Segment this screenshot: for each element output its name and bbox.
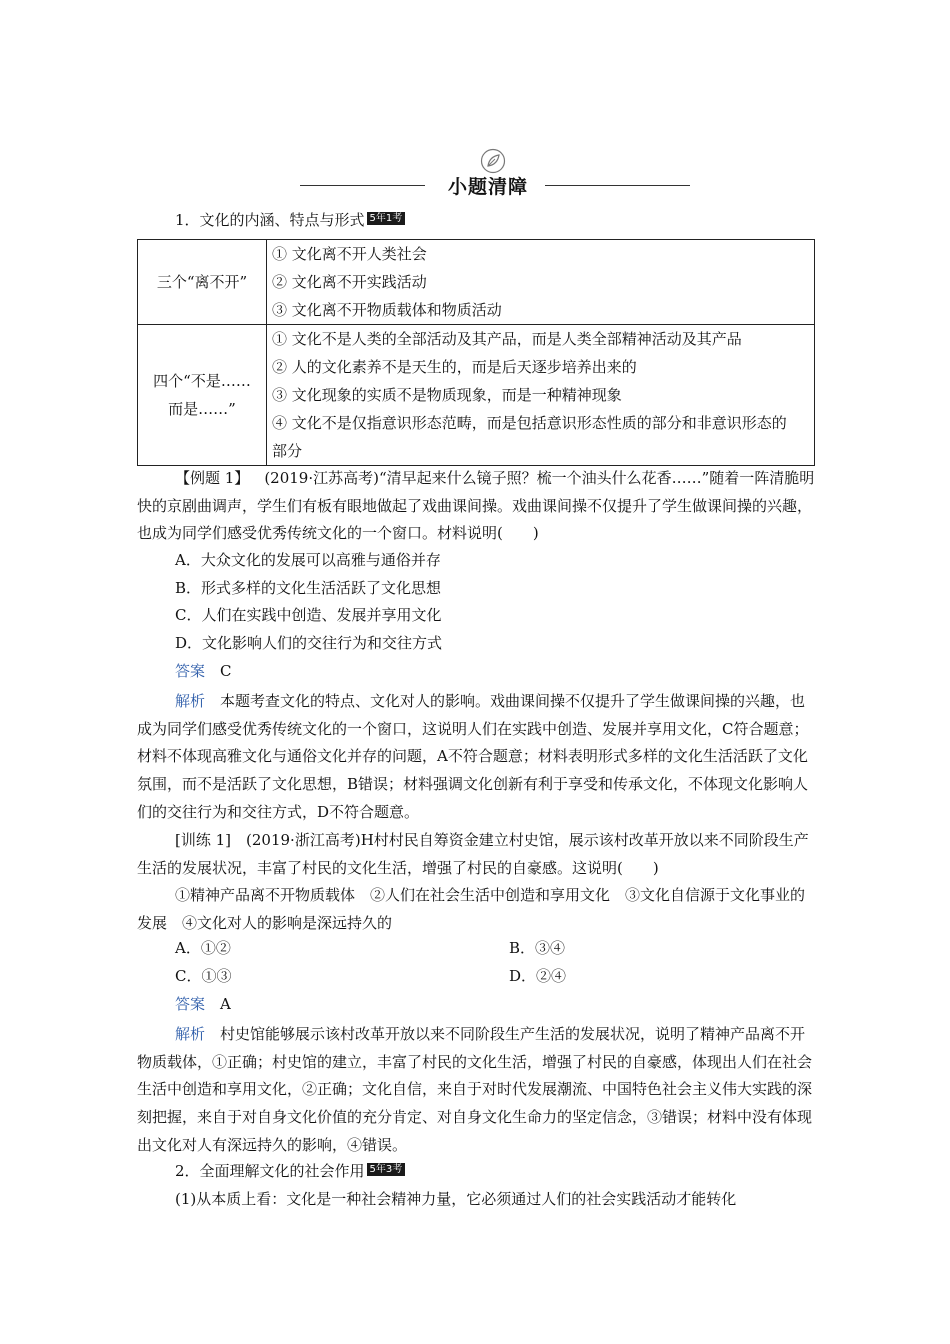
answer-value: A: [220, 995, 231, 1013]
analysis-paragraph: 解析 本题考查文化的特点、文化对人的影响。戏曲课间操不仅提升了学生做课间操的兴趣，也成为同学们感受优秀传统文化的一个窗口，这说明人们在实践中创造、发展并享用文化，C符合题意；材料不体现高雅文化与通俗文化并存的问题，A不符合题意；材料表明形式多样的文化生活活跃了文化氛围，而不是活跃了文化思想，B错误；材料强调文化创新有利于享受和传承文化，不体现文化影响人们的交往行为和交往方式，D不符合题意。: [137, 692, 809, 821]
example1-stem: 【例题 1】 (2019·江苏高考)“清早起来什么镜子照？梳一个油头什么花香……”随着一阵清脆明快的京剧曲调声，学生们有板有眼地做起了戏曲课间操。戏曲课间操不仅提升了学生做课间操的兴趣，也成为同学们感受优秀传统文化的一个窗口。材料说明( ): [137, 469, 815, 542]
training1-stem: [训练 1] (2019·浙江高考)H村村民自筹资金建立村史馆，展示该村改革开放以来不同阶段生产生活的发展状况，丰富了村民的文化生活，增强了村民的自豪感。这说明( ): [137, 831, 809, 877]
option-b: B．形式多样的文化生活活跃了文化思想: [175, 579, 442, 597]
banner-rule-right: [545, 185, 690, 186]
row-label: 三个“离不开”: [138, 240, 267, 325]
training-source: (2019·浙江高考): [246, 831, 361, 849]
training1-statements: ①精神产品离不开物质载体 ②人们在社会生活中创造和享用文化 ③文化自信源于文化事业的发展 ④文化对人的影响是深远持久的: [137, 886, 806, 932]
section-banner: [300, 148, 690, 198]
option-c: C．①③: [175, 967, 232, 985]
knowledge-table: [137, 239, 815, 466]
section-title: 小题清障: [448, 176, 529, 198]
list-item: ① 文化离不开人类社会: [272, 245, 427, 263]
analysis-paragraph: 解析 村史馆能够展示该村改革开放以来不同阶段生产生活的发展状况，说明了精神产品离不开物质载体，①正确；村史馆的建立，丰富了村民的文化生活，增强了村民的自豪感，体现出人们在社会生活中创造和享用文化，②正确；文化自信，来自于对时代发展潮流、中国特色社会主义伟大实践的深刻把握，来自于对自身文化价值的充分肯定、对自身文化生命力的坚定信念，③错误；材料中没有体现出文化对人有深远持久的影响，④错误。: [137, 1025, 813, 1154]
option-d: D．②④: [509, 967, 567, 985]
banner-rule-left: [300, 185, 425, 186]
option-a: A．①②: [175, 939, 231, 957]
frequency-badge: 5年3考: [367, 1163, 406, 1176]
answer-line: [175, 994, 231, 1014]
option-a: A．大众文化的发展可以高雅与通俗并存: [175, 551, 441, 569]
list-item: ② 文化离不开实践活动: [272, 273, 427, 291]
frequency-badge: 5年1考: [367, 212, 406, 225]
leaf-icon: [480, 148, 506, 174]
answer-value: C: [220, 662, 232, 680]
row-content: [267, 325, 815, 466]
answer-label: 答案: [175, 662, 206, 680]
topic1-title: 1．文化的内涵、特点与形式: [175, 211, 365, 229]
topic2-title: 2．全面理解文化的社会作用: [175, 1162, 365, 1180]
row-content: [267, 240, 815, 325]
list-item: ④ 文化不是仅指意识形态范畴，而是包括意识形态性质的部分和非意识形态的部分: [272, 414, 787, 460]
topic2-heading: [175, 1161, 405, 1181]
analysis-label: 解析: [175, 692, 206, 710]
table-row: [138, 240, 815, 325]
analysis-label: 解析: [175, 1025, 206, 1043]
training-tag: [训练 1]: [175, 831, 232, 849]
example-source: (2019·江苏高考): [264, 469, 379, 487]
row-label: 四个“不是……而是……”: [138, 325, 267, 466]
example-tag: 【例题 1】: [175, 469, 250, 487]
answer-line: [175, 661, 232, 681]
option-c: C．人们在实践中创造、发展并享用文化: [175, 606, 442, 624]
table-row: [138, 325, 815, 466]
list-item: ① 文化不是人类的全部活动及其产品，而是人类全部精神活动及其产品: [272, 330, 742, 348]
option-d: D．文化影响人们的交往行为和交往方式: [175, 634, 443, 652]
list-item: ② 人的文化素养不是天生的，而是后天逐步培养出来的: [272, 358, 637, 376]
point-1: (1)从本质上看：文化是一种社会精神力量，它必须通过人们的社会实践活动才能转化: [175, 1190, 737, 1208]
answer-label: 答案: [175, 995, 206, 1013]
option-b: B．③④: [509, 939, 566, 957]
topic1-heading: [175, 210, 405, 230]
list-item: ③ 文化离不开物质载体和物质活动: [272, 301, 502, 319]
list-item: ③ 文化现象的实质不是物质现象，而是一种精神现象: [272, 386, 622, 404]
